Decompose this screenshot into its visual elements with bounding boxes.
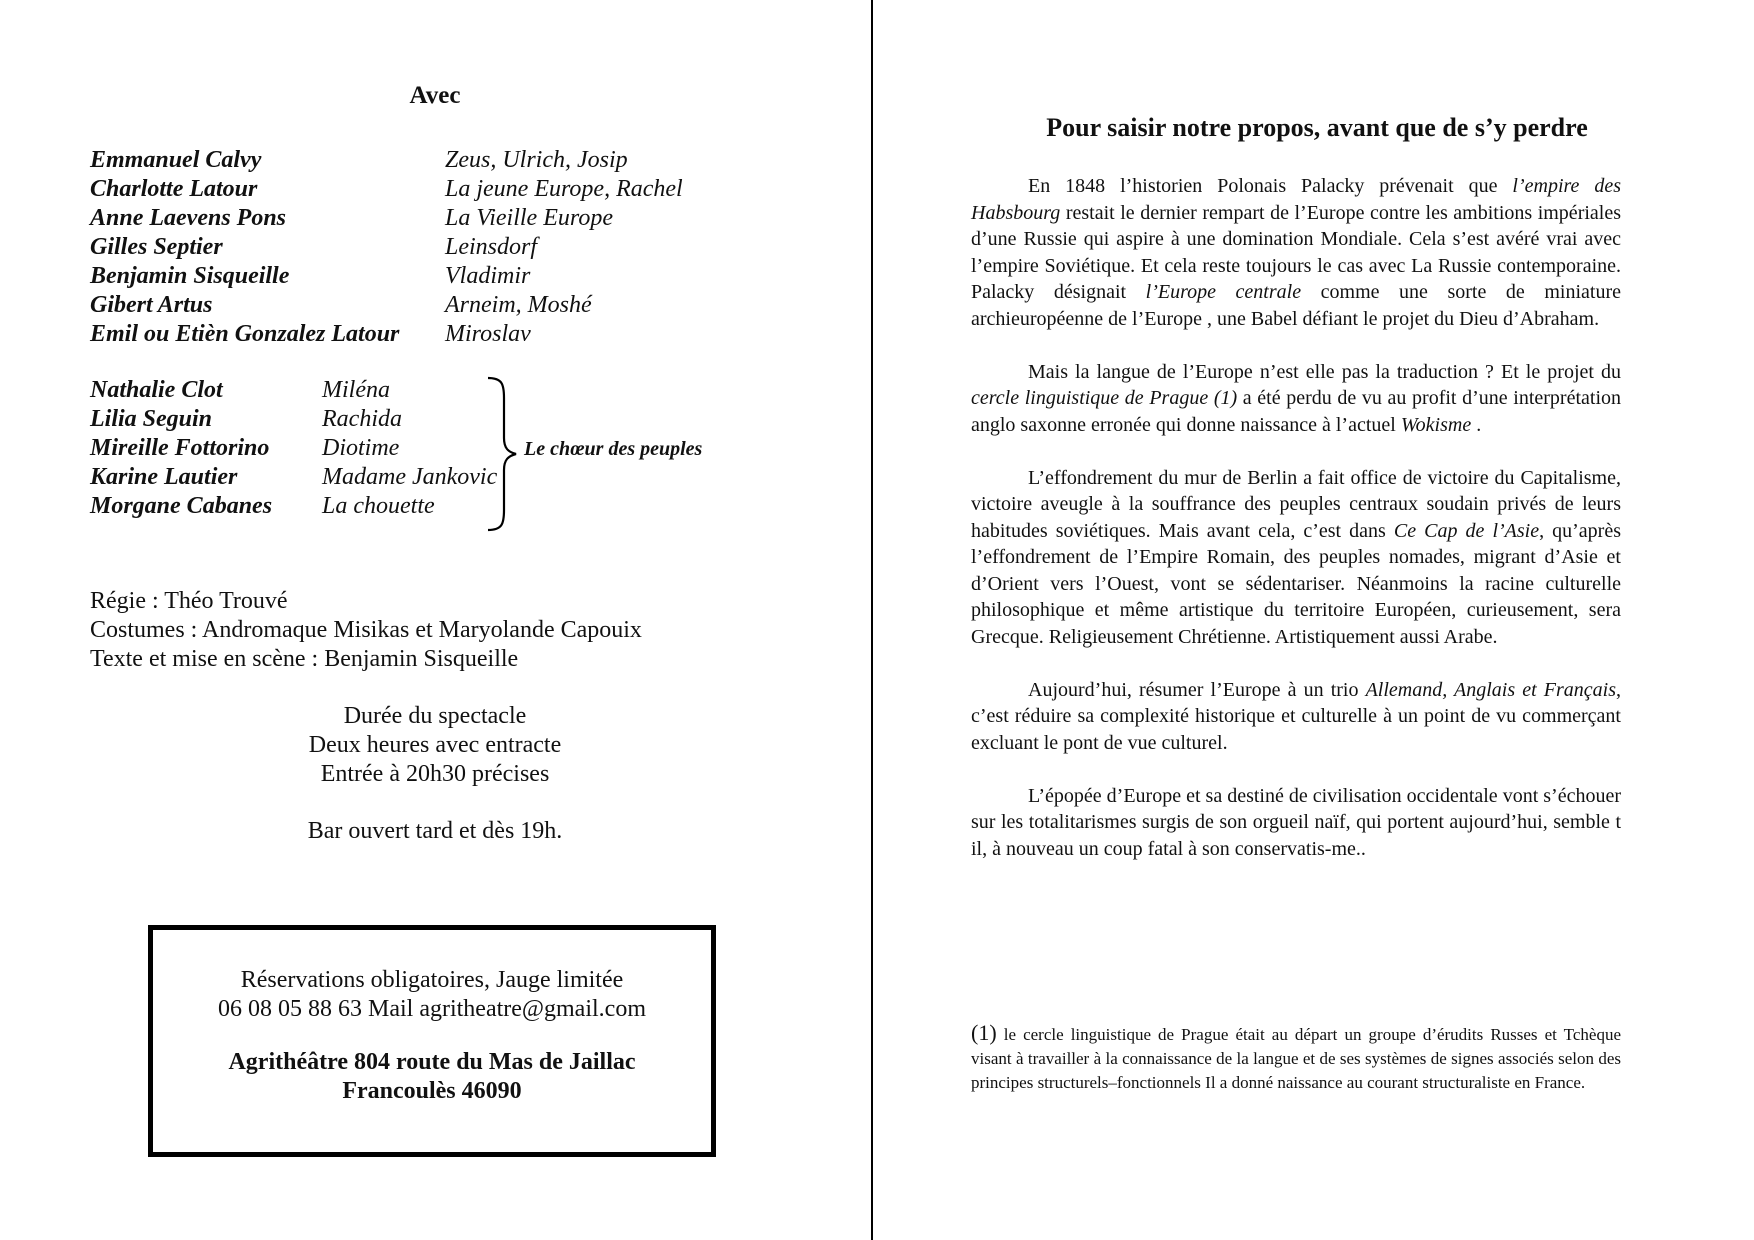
role-name: La jeune Europe, Rachel [445, 176, 683, 202]
paragraph [971, 465, 1621, 651]
role-name: Arneim, Moshé [445, 292, 592, 318]
actor-name: Nathalie Clot [90, 377, 223, 403]
text-run: comme une sorte de miniature archieuropéenne de l’Europe , une Babel défiant le projet du Dieu d’Abraham. [971, 281, 1621, 330]
emphasis: l’Europe centrale [1145, 281, 1302, 303]
article-body [971, 173, 1621, 889]
choir-list [90, 376, 497, 521]
cast-row [90, 146, 683, 175]
role-name: La Vieille Europe [445, 205, 613, 231]
page-divider [871, 0, 873, 1240]
contact-line: 06 08 05 88 63 Mail agritheatre@gmail.com [217, 996, 646, 1022]
curly-brace-icon [486, 376, 518, 532]
choir-row [90, 376, 497, 405]
reservation-box [148, 925, 716, 1157]
cast-heading: Avec [409, 82, 461, 109]
choir-row [90, 492, 497, 521]
choir-row [90, 434, 497, 463]
role-name: Miléna [322, 377, 390, 403]
cast-row [90, 262, 683, 291]
choir-row [90, 405, 497, 434]
text-run: restait le dernier rempart de l’Europe contre les ambitions impériales d’une Russie qui aspire à une domination Mondiale. Cela s’est avéré vrai avec l’empire Soviétique. Et cela reste toujours le cas avec La Russie contemporaine. Palacky désignait [971, 201, 1621, 303]
cast-row [90, 204, 683, 233]
role-name: Leinsdorf [445, 234, 538, 260]
role-name: Diotime [322, 435, 400, 461]
text-run: , qu’après l’effondrement de l’Empire Romain, des peuples nomades, migrant d’Asie et d’Orient vers l’Ouest, vont se sédentariser. Néanmoins la racine culturelle philosophique et même artistique du territoire Européen, curieusement, sera Grecque. Religieusement Chrétienne. Artistiquement aussi Arabe. [971, 519, 1621, 648]
reservation-line: Réservations obligatoires, Jauge limitée [240, 967, 624, 993]
cast-row [90, 175, 683, 204]
actor-name: Anne Laevens Pons [90, 205, 287, 231]
bar-info: Bar ouvert tard et dès 19h. [307, 818, 563, 844]
paragraph [971, 677, 1621, 757]
actor-name: Charlotte Latour [90, 176, 258, 202]
address-line: Agrithéâtre 804 route du Mas de Jaillac [228, 1049, 636, 1075]
paragraph: L’épopée d’Europe et sa destiné de civilisation occidentale vont s’échouer sur les totalitarismes surgis de son orgueil naïf, qui portent aujourd’hui, semble t il, à nouveau un coup fatal à son conservatis-me.. [971, 784, 1621, 860]
text-run: a été perdu de vu au profit d’une interprétation anglo saxonne erronée qui donne naissance à l’actuel [971, 387, 1622, 436]
paragraph [971, 173, 1621, 332]
text-run: En 1848 l’historien Polonais Palacky prévenait que [1028, 175, 1513, 197]
credits [90, 587, 642, 674]
actor-name: Gibert Artus [90, 292, 213, 318]
left-page [0, 0, 870, 1240]
cast-row [90, 320, 683, 349]
text-run: , c’est réduire sa complexité historique et culturelle à un point de vu commerçant excluant le pont de vue culturel. [971, 678, 1621, 754]
emphasis: Allemand, Anglais et Français [1365, 678, 1616, 701]
address-line: Francoulès 46090 [342, 1078, 522, 1104]
actor-name: Karine Lautier [90, 464, 238, 490]
text-run: Mais la langue de l’Europe n’est elle pas la traduction ? Et le projet du [1028, 360, 1621, 383]
footnote-text: le cercle linguistique de Prague était au départ un groupe d’érudits Russes et Tchèque visant à travailler à la connaissance de la langue et de ses systèmes de signes associés selon des principes structurels–fonctionnels Il a donné naissance au courant structuraliste en France. [971, 1025, 1621, 1092]
role-name: Zeus, Ulrich, Josip [445, 147, 628, 173]
actor-name: Emil ou Etièn Gonzalez Latour [90, 321, 400, 347]
actor-name: Morgane Cabanes [90, 493, 273, 519]
credit-line: Costumes : Andromaque Misikas et Maryolande Capouix [90, 617, 642, 643]
credit-line: Texte et mise en scène : Benjamin Sisqueille [90, 646, 519, 672]
cast-list [90, 146, 683, 349]
emphasis: Wokisme [1400, 413, 1472, 436]
actor-name: Benjamin Sisqueille [90, 263, 290, 289]
actor-name: Gilles Septier [90, 234, 223, 260]
role-name: Madame Jankovic [322, 464, 498, 490]
article-title: Pour saisir notre propos, avant que de s’y perdre [1046, 113, 1588, 142]
emphasis: Ce Cap de l’Asie [1393, 519, 1540, 542]
choir-row [90, 463, 497, 492]
footnote-number: (1) [971, 1020, 997, 1045]
text-run: L’effondrement du mur de Berlin a fait office de victoire du Capitalisme, victoire aveugle à la souffrance des peuples centraux soudain privés de leurs habitudes soviétiques. Mais avant cela, c’est dans [971, 466, 1621, 542]
info-line: Deux heures avec entracte [308, 732, 562, 758]
emphasis: l’empire des Habsbourg [971, 175, 1622, 224]
text-run: . [1471, 413, 1482, 436]
text-run: Aujourd’hui, résumer l’Europe à un trio [1028, 678, 1366, 701]
role-name: La chouette [322, 493, 435, 519]
footnote [971, 1021, 1621, 1095]
credit-line: Régie : Théo Trouvé [90, 588, 288, 614]
role-name: Vladimir [445, 263, 531, 289]
info-line: Entrée à 20h30 précises [320, 761, 550, 787]
show-info [0, 702, 870, 789]
actor-name: Lilia Seguin [90, 406, 213, 432]
role-name: Miroslav [445, 321, 531, 347]
cast-row [90, 233, 683, 262]
choir-label: Le chœur des peuples [524, 438, 703, 460]
cast-row [90, 291, 683, 320]
role-name: Rachida [322, 406, 402, 432]
info-line: Durée du spectacle [343, 703, 527, 729]
actor-name: Mireille Fottorino [90, 435, 270, 461]
paragraph [971, 359, 1621, 439]
emphasis: cercle linguistique de Prague (1) [971, 387, 1238, 409]
actor-name: Emmanuel Calvy [90, 147, 262, 173]
